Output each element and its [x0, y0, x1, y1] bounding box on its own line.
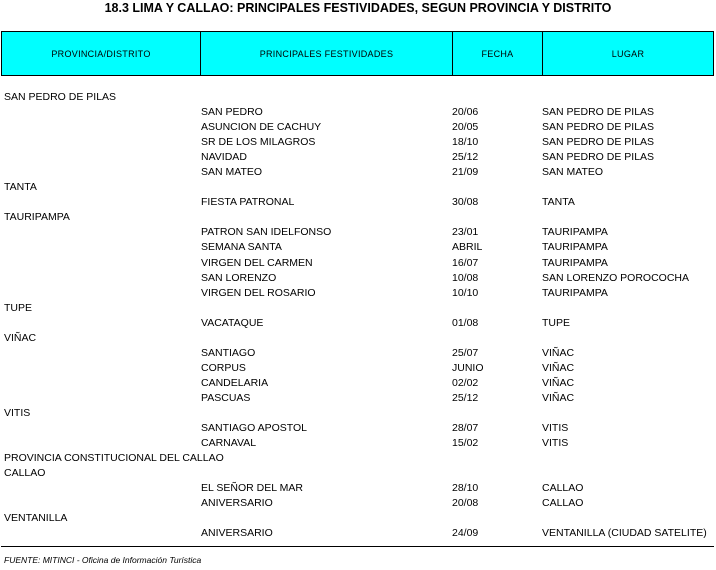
table-row — [0, 105, 716, 120]
festividad-cell: NAVIDAD — [201, 151, 247, 164]
table-row — [0, 135, 716, 150]
lugar-cell: VIÑAC — [542, 346, 575, 359]
table-row — [0, 240, 716, 255]
festividad-cell: EL SEÑOR DEL MAR — [201, 482, 303, 495]
table-row — [0, 361, 716, 376]
table-row — [0, 406, 716, 421]
footer-divider — [1, 546, 714, 547]
provincia-cell: TUPE — [4, 301, 33, 314]
provincia-cell: CALLAO — [4, 467, 46, 480]
table-row — [0, 421, 716, 436]
fecha-cell: 20/08 — [452, 497, 479, 510]
lugar-cell: TAURIPAMPA — [542, 226, 608, 239]
table-row — [0, 180, 716, 195]
fecha-cell: 28/07 — [452, 422, 479, 435]
table-row — [0, 466, 716, 481]
lugar-cell: VIÑAC — [542, 361, 575, 374]
column-header-provincia: PROVINCIA/DISTRITO — [2, 32, 201, 75]
festividad-cell: CARNAVAL — [201, 437, 257, 450]
fecha-cell: 15/02 — [452, 437, 479, 450]
lugar-cell: VIÑAC — [542, 391, 575, 404]
table-row — [0, 210, 716, 225]
table-row — [0, 301, 716, 316]
fecha-cell: 16/07 — [452, 256, 479, 269]
lugar-cell: VENTANILLA (CIUDAD SATELITE) — [542, 527, 707, 540]
lugar-cell: CALLAO — [542, 497, 584, 510]
lugar-cell: TAURIPAMPA — [542, 286, 608, 299]
provincia-cell: VENTANILLA — [4, 512, 68, 525]
column-header-lugar: LUGAR — [611, 48, 645, 59]
festividad-cell: ANIVERSARIO — [201, 527, 273, 540]
table-body — [0, 90, 716, 541]
festividad-cell: CANDELARIA — [201, 376, 269, 389]
fecha-cell: 21/09 — [452, 166, 479, 179]
table-row — [0, 256, 716, 271]
festividad-cell: SAN MATEO — [201, 166, 263, 179]
table-row — [0, 316, 716, 331]
lugar-cell: SAN PEDRO DE PILAS — [542, 151, 655, 164]
lugar-cell: TANTA — [542, 196, 575, 209]
table-row — [0, 271, 716, 286]
festividad-cell: CORPUS — [201, 361, 246, 374]
festividad-cell: ASUNCION DE CACHUY — [201, 121, 322, 134]
table-header — [1, 31, 714, 76]
provincia-cell: TANTA — [4, 181, 37, 194]
fecha-cell: ABRIL — [452, 241, 483, 254]
festividad-cell: SAN PEDRO — [201, 106, 263, 119]
fecha-cell: JUNIO — [452, 361, 484, 374]
festividad-cell: VIRGEN DEL ROSARIO — [201, 286, 316, 299]
provincia-cell: SAN PEDRO DE PILAS — [4, 91, 117, 103]
table-row — [0, 481, 716, 496]
source-note: FUENTE: MITINCI - Oficina de Información Turística — [4, 555, 202, 565]
fecha-cell: 18/10 — [452, 136, 479, 149]
festividad-cell: PATRON SAN IDELFONSO — [201, 226, 332, 239]
fecha-cell: 10/10 — [452, 286, 479, 299]
table-row — [0, 120, 716, 135]
table-row — [0, 150, 716, 165]
page-title: 18.3 LIMA Y CALLAO: PRINCIPALES FESTIVIDADES, SEGUN PROVINCIA Y DISTRITO — [104, 1, 612, 15]
festividad-cell: SANTIAGO — [201, 346, 256, 359]
lugar-cell: SAN PEDRO DE PILAS — [542, 106, 655, 119]
column-header-fecha: FECHA — [453, 32, 543, 75]
festividad-cell: SAN LORENZO — [201, 271, 277, 284]
table-row — [0, 496, 716, 511]
table-row — [0, 90, 716, 105]
table-row — [0, 376, 716, 391]
table-row — [0, 165, 716, 180]
table-row — [0, 286, 716, 301]
fecha-cell: 02/02 — [452, 376, 479, 389]
fecha-cell: 30/08 — [452, 196, 479, 209]
fecha-cell: 25/07 — [452, 346, 479, 359]
lugar-cell: VIÑAC — [542, 376, 575, 389]
festividad-cell: SR DE LOS MILAGROS — [201, 136, 316, 149]
fecha-cell: 01/08 — [452, 316, 479, 329]
fecha-cell: 10/08 — [452, 271, 479, 284]
table-row — [0, 451, 716, 466]
festividad-cell: ANIVERSARIO — [201, 497, 273, 510]
table-row — [0, 526, 716, 541]
fecha-cell: 25/12 — [452, 391, 479, 404]
lugar-cell: SAN LORENZO POROCOCHA — [542, 271, 690, 284]
festividad-cell: FIESTA PATRONAL — [201, 196, 295, 209]
provincia-cell: TAURIPAMPA — [4, 211, 70, 224]
fecha-cell: 25/12 — [452, 151, 479, 164]
lugar-cell: VITIS — [542, 422, 569, 435]
festividad-cell: VACATAQUE — [201, 316, 264, 329]
table-row — [0, 346, 716, 361]
lugar-cell: SAN PEDRO DE PILAS — [542, 121, 655, 134]
lugar-cell: TAURIPAMPA — [542, 241, 608, 254]
table-row — [0, 436, 716, 451]
fecha-cell: 23/01 — [452, 226, 479, 239]
table-row — [0, 225, 716, 240]
festividad-cell: SANTIAGO APOSTOL — [201, 422, 308, 435]
table-row — [0, 391, 716, 406]
fecha-cell: 20/06 — [452, 106, 479, 119]
festividad-cell: SEMANA SANTA — [201, 241, 282, 254]
festividad-cell: PASCUAS — [201, 391, 251, 404]
lugar-cell: CALLAO — [542, 482, 584, 495]
table-row — [0, 195, 716, 210]
provincia-cell: PROVINCIA CONSTITUCIONAL DEL CALLAO — [4, 452, 224, 465]
provincia-cell: VITIS — [4, 406, 31, 419]
festividad-cell: VIRGEN DEL CARMEN — [201, 256, 313, 269]
fecha-cell: 24/09 — [452, 527, 479, 540]
lugar-cell: SAN MATEO — [542, 166, 604, 179]
lugar-cell: TAURIPAMPA — [542, 256, 608, 269]
fecha-cell: 28/10 — [452, 482, 479, 495]
lugar-cell: TUPE — [542, 316, 571, 329]
lugar-cell: SAN PEDRO DE PILAS — [542, 136, 655, 149]
lugar-cell: VITIS — [542, 437, 569, 450]
provincia-cell: VIÑAC — [4, 331, 37, 344]
column-header-festividades: PRINCIPALES FESTIVIDADES — [201, 32, 453, 75]
fecha-cell: 20/05 — [452, 121, 479, 134]
table-row — [0, 331, 716, 346]
table-row — [0, 511, 716, 526]
